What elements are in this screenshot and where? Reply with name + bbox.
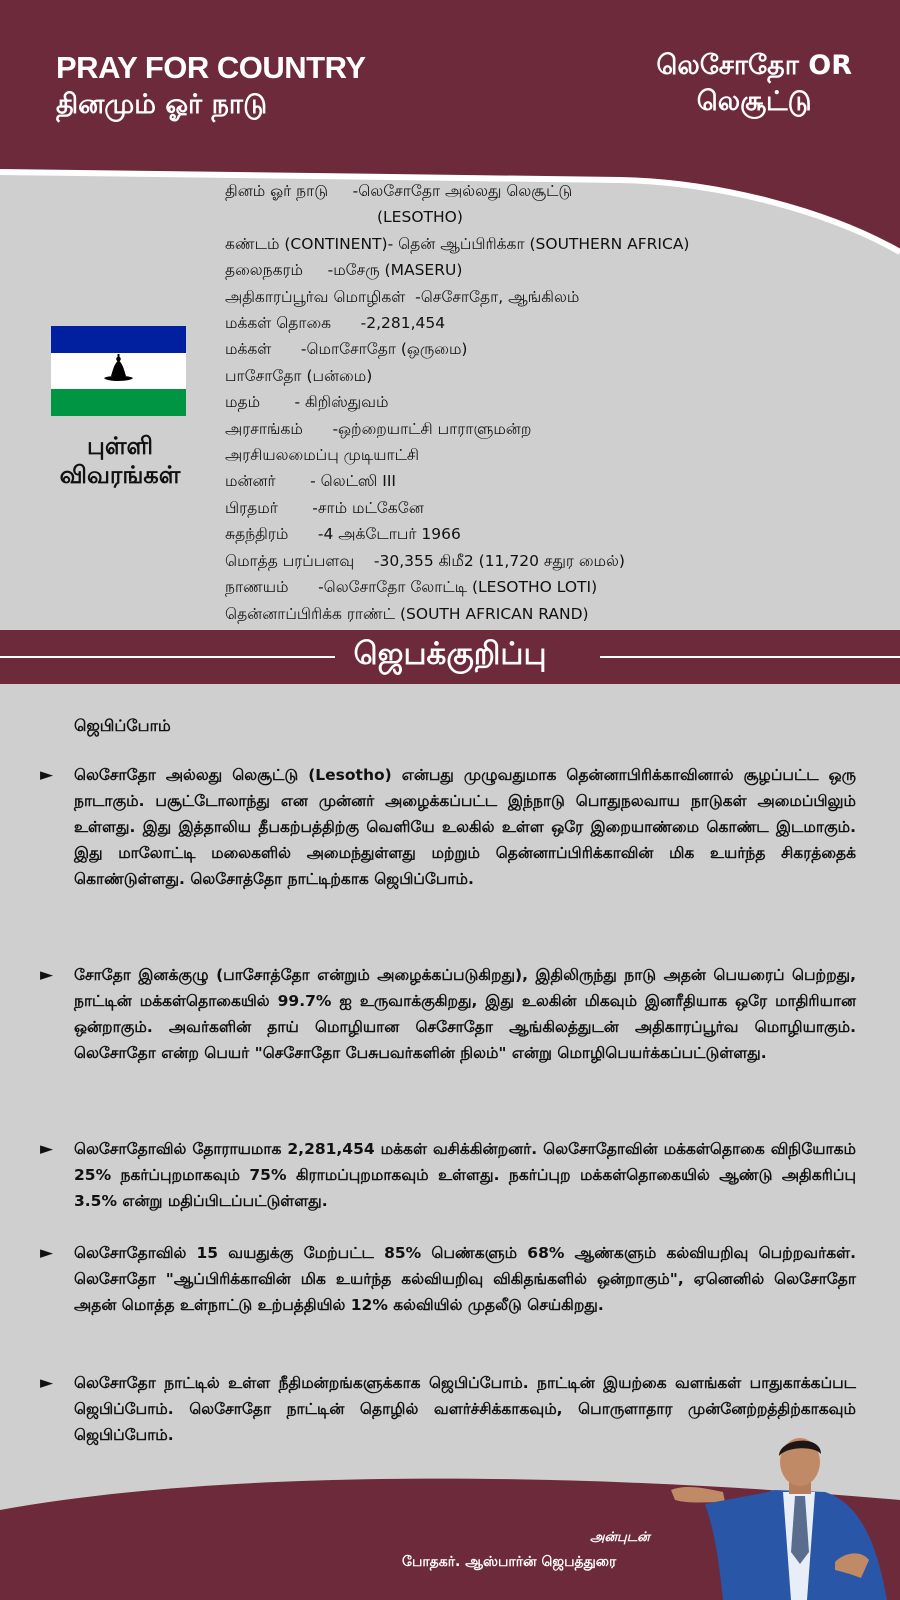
- bullet-icon: ►: [40, 1139, 54, 1159]
- facts-title-line1: புள்ளி: [86, 432, 154, 460]
- fact-row: பிரதமர் -சாம் மட்கேனே: [225, 498, 424, 517]
- bullet-icon: ►: [40, 765, 54, 785]
- paragraph: சோதோ இனக்குழு (பாசோத்தோ என்றும் அழைக்கப்படுகிறது), இதிலிருந்து நாடு அதன் பெயரைப் பெற்றது, நாட்டின் மக்கள்தொகையில் 99.7% ஐ உருவாக்குகிறது, இது உலகின் மிகவும் இனரீதியாக ஒரே மாதிரியான ஒன்றாகும். அவர்களின் தாய் மொழியான செசோதோ ஆங்கிலத்துடன் அதிகாரப்பூர்வ மொழியாகும். லெசோதோ என்ற பெயர் "செசோதோ பேசுபவர்களின் நிலம்" என்று மொழிபெயர்க்கப்பட்டுள்ளது.: [74, 966, 856, 1062]
- header-left: [56, 50, 366, 124]
- fact-row: மக்கள் -மொசோதோ (ஒருமை): [225, 340, 468, 359]
- fact-row: (LESOTHO): [377, 208, 463, 227]
- facts-list: [225, 178, 865, 627]
- with-love-text: அன்புடன்: [590, 1530, 650, 1545]
- fact-row: மதம் - கிறிஸ்துவம்: [225, 393, 389, 412]
- paragraph: லெசோதோவில் 15 வயதுக்கு மேற்பட்ட 85% பெண்களும் 68% ஆண்களும் கல்வியறிவு பெற்றவர்கள். லெசோதோ "ஆப்பிரிக்காவின் மிக உயர்ந்த கல்வியறிவு விகிதங்களில் ஒன்றாகும்", ஏனெனில் லெசோதோ அதன் மொத்த உள்நாட்டு உற்பத்தியில் 12% கல்வியில் முதலீடு செய்கிறது.: [74, 1244, 856, 1314]
- lesotho-flag-icon: [51, 326, 186, 416]
- section-band: [0, 630, 900, 684]
- fact-row: அரசியலமைப்பு முடியாட்சி: [225, 446, 420, 465]
- paragraph: லெசோதோ அல்லது லெசூட்டு (Lesotho) என்பது முழுவதுமாக தென்னாபிரிக்காவினால் சூழப்பட்ட ஒரு நாடாகும். பசூட்டோலாந்து என முன்னர் அழைக்கப்பட்ட இந்நாடு பொதுநலவாய நாடுகள் அமைப்பிலும் உள்ளது. இது இத்தாலிய தீபகற்பத்திற்கு வெளியே உலகில் உள்ள ஒரே இறையாண்மை கொண்ட இடமாகும். இது மாலோட்டி மலைகளில் அமைந்துள்ளது மற்றும் தென்னாப்பிரிக்காவின் மிக உயர்ந்த சிகரத்தைக் கொண்டுள்ளது. லெசோத்தோ நாட்டிற்காக ஜெபிப்போம்.: [74, 766, 856, 888]
- facts-title: [30, 432, 210, 490]
- fact-row: தலைநகரம் -மசேரு (MASERU): [225, 261, 463, 280]
- section-title: ஜெபக்குறிப்பு: [353, 636, 547, 672]
- fact-row: மொத்த பரப்பளவு -30,355 கிமீ2 (11,720 சதுர மைல்): [225, 551, 625, 570]
- title-tamil: தினமும் ஓர் நாடு: [56, 89, 268, 120]
- country-name-line1: லெசோதோ OR: [656, 50, 852, 81]
- fact-row: அதிகாரப்பூர்வ மொழிகள் -செசோதோ, ஆங்கிலம்: [225, 287, 580, 306]
- author-name: போதகர். ஆஸ்பார்ன் ஜெபத்துரை: [402, 1554, 617, 1570]
- fact-row: தினம் ஓர் நாடு -லெசோதோ அல்லது லெசூட்டு: [225, 182, 573, 200]
- bullet-icon: ►: [40, 1373, 54, 1393]
- country-name-line2: லெசூட்டு: [696, 86, 812, 117]
- fact-row: பாசோதோ (பன்மை): [225, 366, 373, 385]
- facts-title-line2: விவரங்கள்: [59, 461, 181, 489]
- pastor-photo-icon: [665, 1432, 895, 1600]
- bullet-icon: ►: [40, 965, 54, 985]
- title-english: PRAY FOR COUNTRY: [56, 50, 366, 85]
- fact-row: நாணயம் -லெசோதோ லோட்டி (LESOTHO LOTI): [225, 578, 598, 597]
- body-heading: ஜெபிப்போம்: [74, 716, 171, 735]
- fact-row: சுதந்திரம் -4 அக்டோபர் 1966: [225, 525, 461, 544]
- fact-row: மக்கள் தொகை -2,281,454: [225, 314, 446, 333]
- bullet-icon: ►: [40, 1243, 54, 1263]
- fact-row: தென்னாப்பிரிக்க ராண்ட் (SOUTH AFRICAN RAND): [225, 604, 589, 623]
- fact-row: அரசாங்கம் -ஒற்றையாட்சி பாராளுமன்ற: [225, 419, 532, 438]
- fact-row: கண்டம் (CONTINENT)- தென் ஆப்பிரிக்கா (SOUTHERN AFRICA): [225, 234, 690, 253]
- fact-row: மன்னர் - லெட்ஸி III: [225, 472, 396, 491]
- paragraph: லெசோதோ நாட்டில் உள்ள நீதிமன்றங்களுக்காக ஜெபிப்போம். நாட்டின் இயற்கை வளங்கள் பாதுகாக்கப்பட ஜெபிப்போம். லெசோதோ நாட்டின் தொழில் வளர்ச்சிக்காகவும், பொருளாதார முன்னேற்றத்திற்காகவும் ஜெபிப்போம்.: [74, 1374, 856, 1444]
- paragraph: லெசோதோவில் தோராயமாக 2,281,454 மக்கள் வசிக்கின்றனர். லெசோதோவின் மக்கள்தொகை விநியோகம் 25% நகர்ப்புறமாகவும் 75% கிராமப்புறமாகவும் உள்ளது. நகர்ப்புற மக்கள்தொகையில் ஆண்டு அதிகரிப்பு 3.5% என்று மதிப்பிடப்பட்டுள்ளது.: [74, 1140, 856, 1210]
- country-name: [656, 48, 852, 120]
